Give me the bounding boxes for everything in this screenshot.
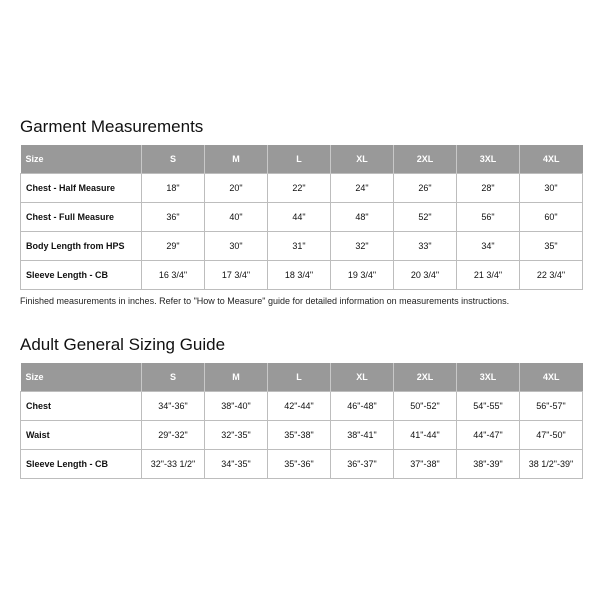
header-cell-m: M <box>205 363 268 392</box>
header-cell-xl: XL <box>331 363 394 392</box>
table-cell: 40" <box>205 203 268 232</box>
table-cell: 56" <box>457 203 520 232</box>
measurement-note: Finished measurements in inches. Refer to "How to Measure" guide for detailed information on measurements instructions. <box>20 296 510 306</box>
table-cell: 35"-36" <box>268 450 331 479</box>
table-row <box>21 232 583 261</box>
table-cell: 37"-38" <box>394 450 457 479</box>
table-cell: 48" <box>331 203 394 232</box>
header-cell-xl: XL <box>331 145 394 174</box>
table-cell: 22 3/4" <box>520 261 583 290</box>
table-cell: 30" <box>520 174 583 203</box>
table-cell: 38"-39" <box>457 450 520 479</box>
header-cell-3xl: 3XL <box>457 363 520 392</box>
table-cell: 38"-40" <box>205 392 268 421</box>
table-row <box>21 174 583 203</box>
sizing-guide-title: Adult General Sizing Guide <box>20 335 226 354</box>
table-cell: 56"-57" <box>520 392 583 421</box>
header-cell-size: Size <box>21 363 142 392</box>
header-cell-3xl: 3XL <box>457 145 520 174</box>
row-label: Sleeve Length - CB <box>21 261 142 290</box>
table-cell: 42"-44" <box>268 392 331 421</box>
table-cell: 44"-47" <box>457 421 520 450</box>
table-cell: 47"-50" <box>520 421 583 450</box>
table-cell: 38"-41" <box>331 421 394 450</box>
table-row <box>21 392 583 421</box>
table-cell: 60" <box>520 203 583 232</box>
table-cell: 19 3/4" <box>331 261 394 290</box>
header-cell-2xl: 2XL <box>394 145 457 174</box>
table-cell: 18" <box>142 174 205 203</box>
row-label: Chest <box>21 392 142 421</box>
row-label: Body Length from HPS <box>21 232 142 261</box>
table-cell: 54"-55" <box>457 392 520 421</box>
table-cell: 22" <box>268 174 331 203</box>
table-cell: 17 3/4" <box>205 261 268 290</box>
header-cell-l: L <box>268 363 331 392</box>
table-cell: 35"-38" <box>268 421 331 450</box>
table-cell: 36" <box>142 203 205 232</box>
table-cell: 29" <box>142 232 205 261</box>
garment-measurements-section <box>20 117 583 290</box>
table-header-row <box>21 145 583 174</box>
table-cell: 50"-52" <box>394 392 457 421</box>
table-cell: 52" <box>394 203 457 232</box>
table-cell: 34"-36" <box>142 392 205 421</box>
sizing-guide-section <box>20 335 583 479</box>
row-label: Waist <box>21 421 142 450</box>
header-cell-s: S <box>142 145 205 174</box>
header-cell-size: Size <box>21 145 142 174</box>
table-header-row <box>21 363 583 392</box>
garment-measurements-title: Garment Measurements <box>20 117 204 136</box>
row-label: Chest - Half Measure <box>21 174 142 203</box>
table-cell: 34" <box>457 232 520 261</box>
table-cell: 46"-48" <box>331 392 394 421</box>
table-cell: 16 3/4" <box>142 261 205 290</box>
table-cell: 44" <box>268 203 331 232</box>
table-cell: 29"-32" <box>142 421 205 450</box>
table-cell: 21 3/4" <box>457 261 520 290</box>
table-cell: 32"-33 1/2" <box>142 450 205 479</box>
table-cell: 32" <box>331 232 394 261</box>
header-cell-l: L <box>268 145 331 174</box>
table-cell: 20 3/4" <box>394 261 457 290</box>
table-cell: 41"-44" <box>394 421 457 450</box>
table-row <box>21 203 583 232</box>
table-cell: 31" <box>268 232 331 261</box>
table-cell: 20" <box>205 174 268 203</box>
table-cell: 38 1/2"-39" <box>520 450 583 479</box>
table-cell: 32"-35" <box>205 421 268 450</box>
table-row <box>21 450 583 479</box>
row-label: Chest - Full Measure <box>21 203 142 232</box>
table-cell: 34"-35" <box>205 450 268 479</box>
table-cell: 30" <box>205 232 268 261</box>
table-cell: 24" <box>331 174 394 203</box>
table-row <box>21 421 583 450</box>
table-cell: 35" <box>520 232 583 261</box>
table-cell: 26" <box>394 174 457 203</box>
header-cell-s: S <box>142 363 205 392</box>
table-cell: 28" <box>457 174 520 203</box>
table-row <box>21 261 583 290</box>
header-cell-4xl: 4XL <box>520 145 583 174</box>
row-label: Sleeve Length - CB <box>21 450 142 479</box>
garment-measurements-table <box>20 145 583 290</box>
sizing-guide-table <box>20 363 583 479</box>
header-cell-2xl: 2XL <box>394 363 457 392</box>
table-cell: 36"-37" <box>331 450 394 479</box>
header-cell-4xl: 4XL <box>520 363 583 392</box>
header-cell-m: M <box>205 145 268 174</box>
table-cell: 18 3/4" <box>268 261 331 290</box>
table-cell: 33" <box>394 232 457 261</box>
